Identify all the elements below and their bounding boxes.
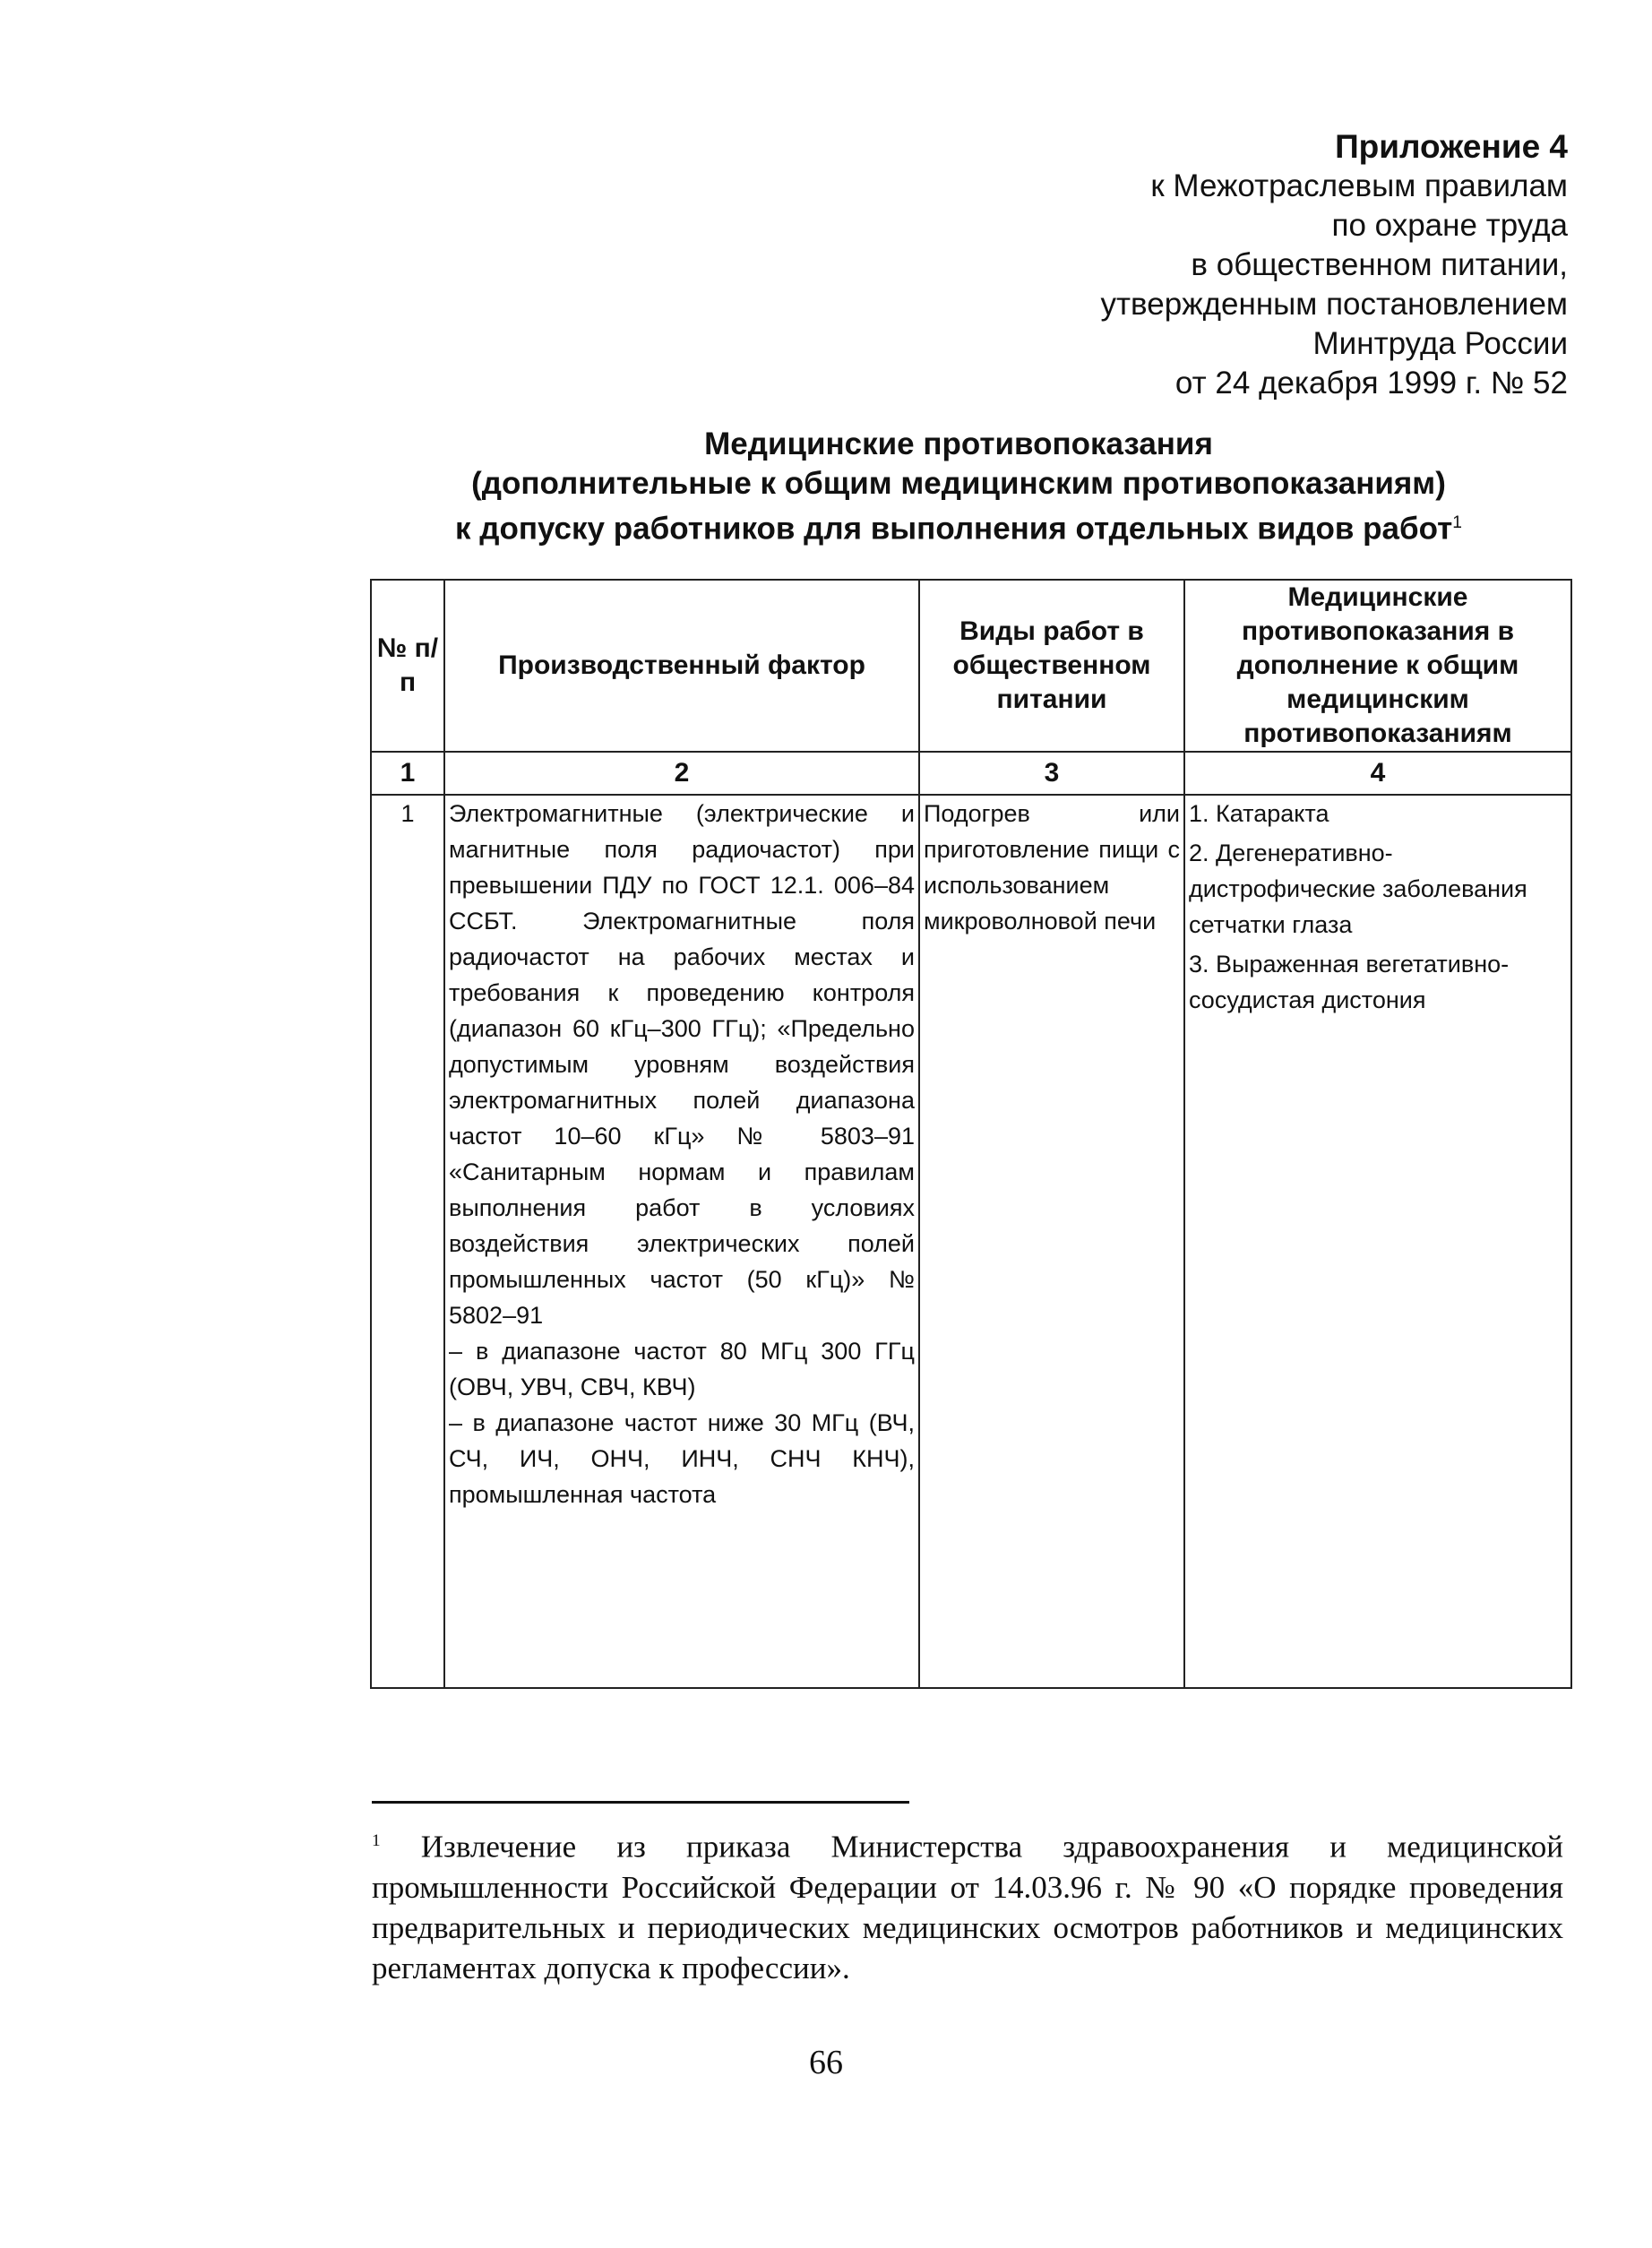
appendix-header — [1101, 127, 1568, 403]
footnote-mark: 1 — [372, 1831, 381, 1850]
header-line: в общественном питании, — [1191, 247, 1568, 282]
contraindication-item: 2. Дегенеративно-дистрофические заболевания сетчатки глаза — [1189, 840, 1527, 938]
row-number: 1 — [371, 795, 444, 1688]
header-line: Минтруда России — [1312, 326, 1568, 361]
title-line — [358, 504, 1559, 549]
contraindication-item: 1. Катаракта — [1189, 800, 1329, 827]
document-title — [358, 425, 1559, 549]
factor-paragraph: – в диапазоне частот ниже 30 МГц (ВЧ, СЧ, ИЧ, ОНЧ, ИНЧ, СНЧ КНЧ), промышленная частота — [449, 1409, 915, 1508]
header-line: по охране труда — [1331, 208, 1568, 243]
header-line: к Межотраслевым правилам — [1150, 168, 1568, 203]
column-header: № п/п — [371, 580, 444, 752]
column-number: 4 — [1184, 752, 1571, 795]
header-line: от 24 декабря 1999 г. № 52 — [1174, 366, 1568, 401]
title-line: (дополнительные к общим медицинским противопоказаниям) — [471, 466, 1446, 501]
work-type-cell: Подогрев или приготовление пищи с использованием микроволновой печи — [919, 795, 1184, 1688]
footnote-divider — [372, 1801, 909, 1804]
column-header: Медицинские противопоказания в дополнение к общим медицинским противопоказаниям — [1184, 580, 1571, 752]
column-number: 2 — [444, 752, 919, 795]
table-header-row — [371, 580, 1571, 752]
factor-cell — [444, 795, 919, 1688]
title-footnote-mark: 1 — [1452, 513, 1463, 532]
contraindications-cell — [1184, 795, 1571, 1688]
footnote — [372, 1821, 1563, 1988]
title-line-text: к допуску работников для выполнения отдельных видов работ — [454, 511, 1453, 547]
header-line: утвержденным постановлением — [1100, 287, 1568, 322]
column-number: 3 — [919, 752, 1184, 795]
contraindications-table — [370, 579, 1572, 1689]
appendix-title: Приложение 4 — [1335, 128, 1568, 165]
column-header: Производственный фактор — [444, 580, 919, 752]
page-number: 66 — [809, 2044, 843, 2081]
factor-paragraph: – в диапазоне частот 80 МГц 300 ГГц (ОВЧ, УВЧ, СВЧ, КВЧ) — [449, 1338, 915, 1400]
table-row — [371, 795, 1571, 1688]
footnote-text: Извлечение из приказа Министерства здравоохранения и медицинской промышленности Российской Федерации от 14.03.96 г. № 90 «О порядке проведения предварительных и периодических медицинских осмотров работников и медицинских регламентах допуска к профессии». — [372, 1829, 1564, 1985]
column-header: Виды работ в общественном питании — [919, 580, 1184, 752]
column-number: 1 — [371, 752, 444, 795]
contraindication-item: 3. Выраженная вегетативно-сосудистая дистония — [1189, 951, 1510, 1013]
column-number-row — [371, 752, 1571, 795]
title-line: Медицинские противопоказания — [704, 426, 1213, 461]
factor-paragraph: Электромагнитные (электрические и магнитные поля радиочастот) при превышении ПДУ по ГОСТ 12.1. 006–84 ССБТ. Электромагнитные поля радиочастот на рабочих местах и требования к проведению контроля (диапазон 60 кГц–300 ГГц); «Предельно допустимым уровням воздействия электромагнитных полей диапазона частот 10–60 кГц» № 5803–91 «Санитарным нормам и правилам выполнения работ в условиях воздействия электрических полей промышленных частот (50 кГц)» № 5802–91 — [449, 800, 915, 1329]
